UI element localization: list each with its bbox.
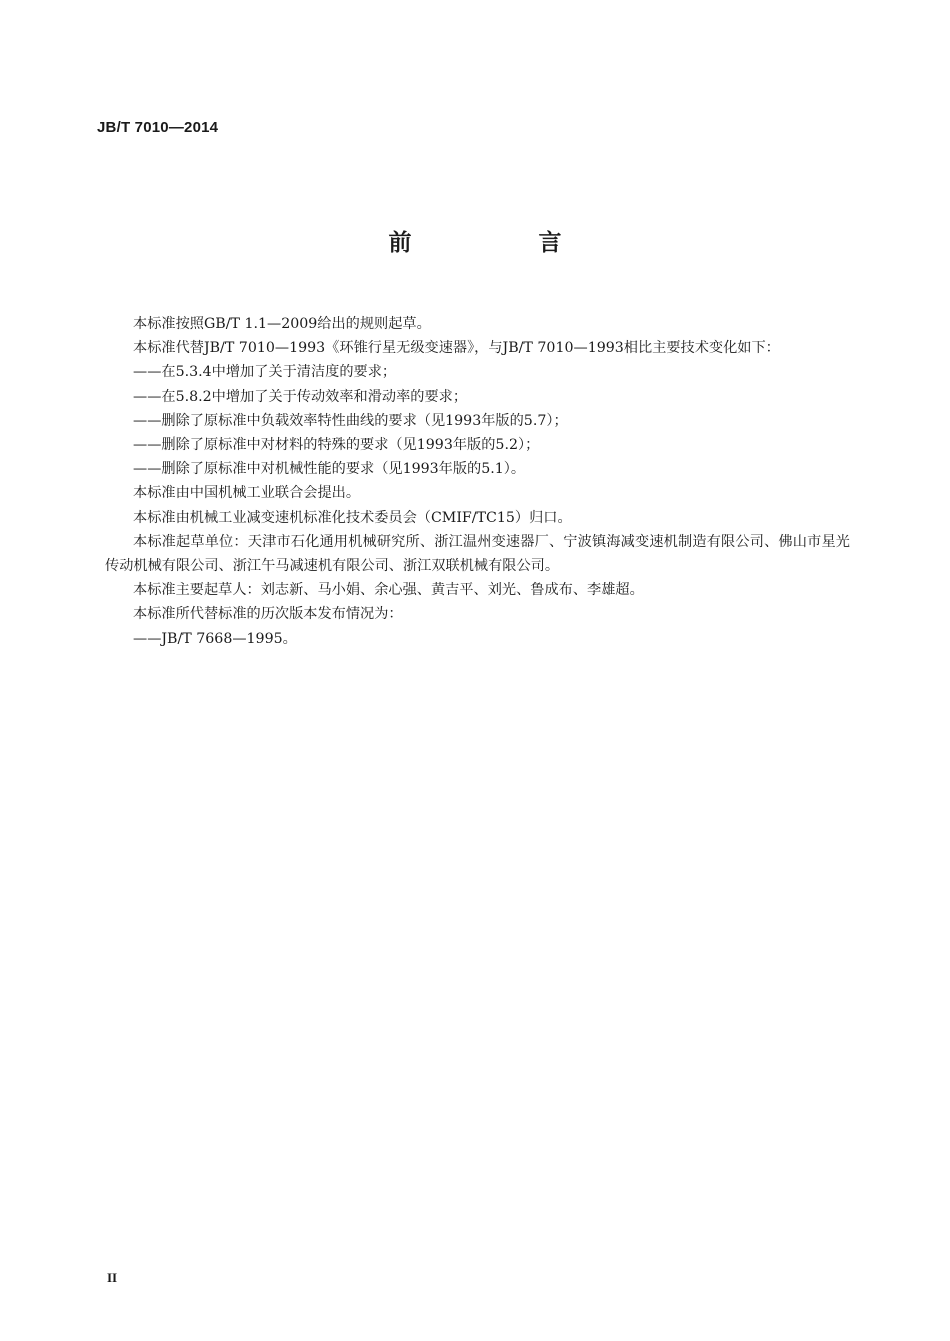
page-number: II (107, 1270, 118, 1285)
paragraph-main-drafters: 本标准主要起草人：刘志新、马小娟、余心强、黄吉平、刘光、鲁成布、李雄超。 (133, 582, 644, 599)
list-item-change: ——在5.8.2中增加了关于传动效率和滑动率的要求； (133, 388, 468, 405)
paragraph-replaces-standard: 本标准代替JB/T 7010—1993《环锥行星无级变速器》，与JB/T 7010—1993相比主要技术变化如下： (133, 340, 780, 357)
page-title: 前 言 (388, 230, 614, 256)
paragraph-version-history: 本标准所代替标准的历次版本发布情况为： (133, 606, 403, 623)
foreword-body (105, 312, 850, 651)
list-item-previous-version: ——JB/T 7668—1995。 (133, 630, 297, 647)
list-item-change: ——删除了原标准中对机械性能的要求（见1993年版的5.1）。 (133, 461, 526, 478)
list-item-change: ——删除了原标准中负载效率特性曲线的要求（见1993年版的5.7）； (133, 412, 568, 429)
document-code: JB/T 7010—2014 (97, 119, 219, 136)
list-item-change: ——删除了原标准中对材料的特殊的要求（见1993年版的5.2）； (133, 437, 540, 454)
paragraph-centralized-by: 本标准由机械工业减变速机标准化技术委员会（CMIF/TC15）归口。 (133, 509, 572, 526)
paragraph-proposed-by: 本标准由中国机械工业联合会提出。 (133, 485, 361, 502)
list-item-change: ——在5.3.4中增加了关于清洁度的要求； (133, 364, 397, 381)
paragraph-drafting-units: 本标准起草单位：天津市石化通用机械研究所、浙江温州变速器厂、宁波镇海减变速机制造有限公司、佛山市星光传动机械有限公司、浙江午马减速机有限公司、浙江双联机械有限公司。 (105, 533, 850, 575)
paragraph-drafting-rules: 本标准按照GB/T 1.1—2009给出的规则起草。 (133, 316, 431, 332)
